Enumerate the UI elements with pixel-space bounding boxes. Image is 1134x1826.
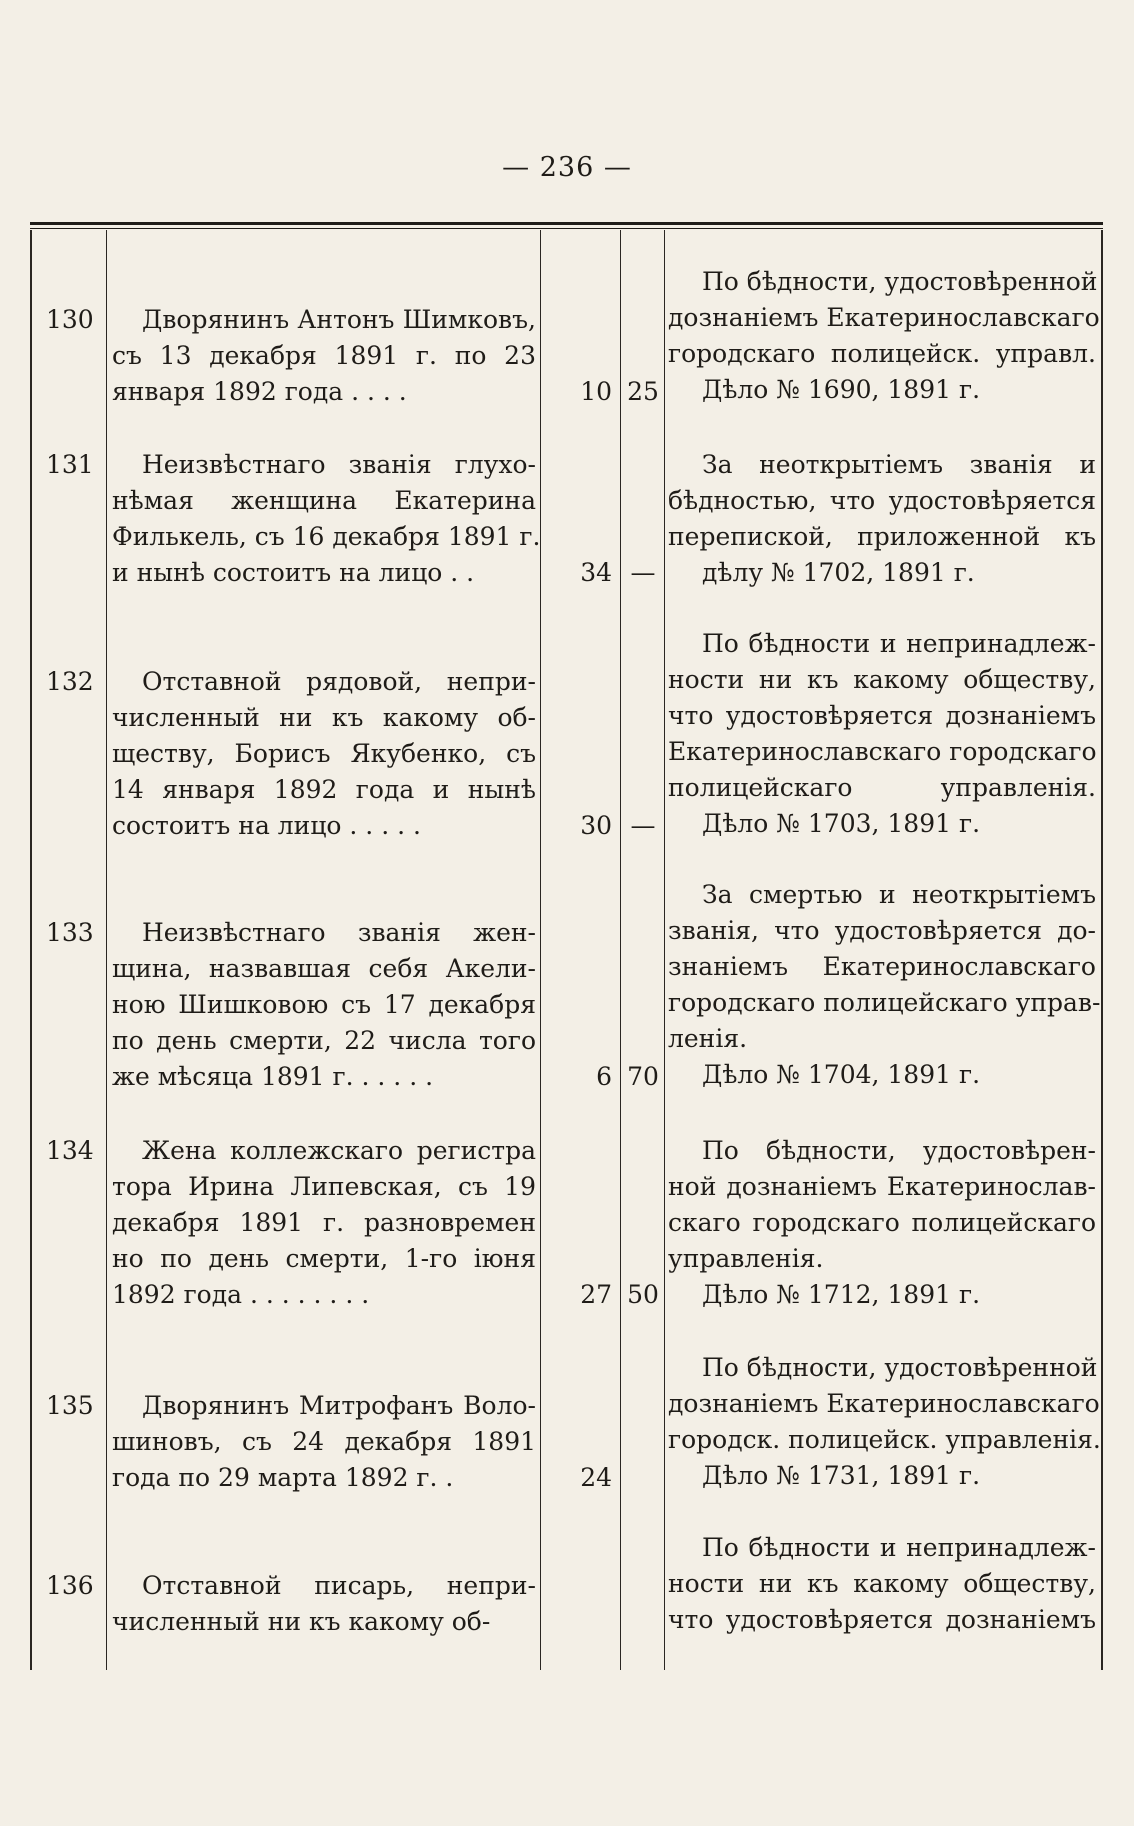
reason-line: городскаго полицейскаго управ- <box>668 988 1101 1017</box>
column-rule <box>664 230 665 1670</box>
description-line: щина, назвавшая себя Акели- <box>112 954 536 983</box>
description-line: и нынѣ состоитъ на лицо . . <box>112 558 475 587</box>
description-line: Неизвѣстнаго званія жен- <box>142 918 536 947</box>
reason-line: За смертью и неоткрытіемъ <box>702 880 1096 909</box>
description-line: состоитъ на лицо . . . . . <box>112 811 421 840</box>
column-rule <box>106 230 107 1670</box>
reason-line: знаніемъ Екатеринославскаго <box>668 952 1096 981</box>
amount-rubles: 30 <box>580 811 612 840</box>
reason-line: дознаніемъ Екатеринославскаго <box>668 303 1100 332</box>
description-line: нѣмая женщина Екатерина <box>112 486 536 515</box>
description-line: Жена коллежскаго регистра <box>142 1136 536 1165</box>
reason-line: Екатеринославскаго городскаго <box>668 737 1097 766</box>
reason-line: ности ни къ какому обществу, <box>668 1569 1096 1598</box>
entry-number: 130 <box>46 305 94 334</box>
reason-line: скаго городскаго полицейскаго <box>668 1208 1096 1237</box>
description-line: численный ни къ какому об- <box>112 703 536 732</box>
reason-line: перепиской, приложенной къ <box>668 522 1096 551</box>
amount-kopecks: 25 <box>627 377 659 406</box>
amount-kopecks: 50 <box>627 1280 659 1309</box>
reason-line: По бѣдности, удостовѣренной <box>702 1353 1098 1382</box>
reason-line: По бѣдности, удостовѣренной <box>702 267 1098 296</box>
description-line: Филькель, съ 16 декабря 1891 г. <box>112 522 541 551</box>
case-reference: Дѣло № 1690, 1891 г. <box>702 375 981 404</box>
description-line: Отставной писарь, непри- <box>142 1571 536 1600</box>
reason-line: дознаніемъ Екатеринославскаго <box>668 1389 1100 1418</box>
description-line: Неизвѣстнаго званія глухо- <box>142 450 536 479</box>
column-rule <box>540 230 541 1670</box>
description-line: численный ни къ какому об- <box>112 1607 491 1636</box>
entry-number: 135 <box>46 1391 94 1420</box>
reason-line: полицейскаго управленія. <box>668 773 1096 802</box>
reason-line: По бѣдности и непринадлеж- <box>702 1533 1096 1562</box>
description-line: ществу, Борисъ Якубенко, съ <box>112 739 536 768</box>
description-line: по день смерти, 22 числа того <box>112 1026 536 1055</box>
description-line: же мѣсяца 1891 г. . . . . . <box>112 1062 434 1091</box>
entry-number: 136 <box>46 1571 94 1600</box>
description-line: 1892 года . . . . . . . . <box>112 1280 370 1309</box>
reason-line: ной дознаніемъ Екатеринослав- <box>668 1172 1096 1201</box>
description-line: Дворянинъ Митрофанъ Воло- <box>142 1391 536 1420</box>
reason-line: званія, что удостовѣряется до- <box>668 916 1096 945</box>
reason-line: За неоткрытіемъ званія и <box>702 450 1096 479</box>
entry-number: 133 <box>46 918 94 947</box>
description-line: ною Шишковою съ 17 декабря <box>112 990 536 1019</box>
reason-line: городск. полицейск. управленія. <box>668 1425 1101 1454</box>
case-reference: Дѣло № 1704, 1891 г. <box>702 1060 981 1089</box>
description-line: съ 13 декабря 1891 г. по 23 <box>112 341 536 370</box>
description-line: тора Ирина Липевская, съ 19 <box>112 1172 536 1201</box>
description-line: шиновъ, съ 24 декабря 1891 <box>112 1427 536 1456</box>
amount-rubles: 34 <box>580 558 612 587</box>
case-reference: Дѣло № 1703, 1891 г. <box>702 809 981 838</box>
amount-rubles: 10 <box>580 377 612 406</box>
reason-line: городскаго полицейск. управл. <box>668 339 1096 368</box>
reason-line: ности ни къ какому обществу, <box>668 665 1096 694</box>
reason-line: что удостовѣряется дознаніемъ <box>668 1605 1096 1634</box>
entry-number: 132 <box>46 667 94 696</box>
reason-line: управленія. <box>668 1244 824 1273</box>
amount-kopecks: — <box>630 558 656 587</box>
case-reference: Дѣло № 1712, 1891 г. <box>702 1280 981 1309</box>
column-rule <box>30 230 32 1670</box>
amount-kopecks: — <box>630 811 656 840</box>
description-line: Отставной рядовой, непри- <box>142 667 536 696</box>
reason-line: бѣдностью, что удостовѣряется <box>668 486 1096 515</box>
amount-kopecks: 70 <box>627 1062 659 1091</box>
description-line: но по день смерти, 1-го іюня <box>112 1244 536 1273</box>
column-rule <box>1101 230 1103 1670</box>
reason-line: По бѣдности и непринадлеж- <box>702 629 1096 658</box>
description-line: января 1892 года . . . . <box>112 377 407 406</box>
entry-number: 131 <box>46 450 94 479</box>
case-reference: дѣлу № 1702, 1891 г. <box>702 558 975 587</box>
reason-line: что удостовѣряется дознаніемъ <box>668 701 1096 730</box>
column-rule <box>620 230 621 1670</box>
entry-number: 134 <box>46 1136 94 1165</box>
reason-line: ленія. <box>668 1024 748 1053</box>
page-number: — 236 — <box>502 152 632 183</box>
description-line: 14 января 1892 года и нынѣ <box>112 775 536 804</box>
amount-rubles: 27 <box>580 1280 612 1309</box>
top-rule <box>30 222 1103 225</box>
description-line: декабря 1891 г. разновремен <box>112 1208 536 1237</box>
description-line: года по 29 марта 1892 г. . <box>112 1463 454 1492</box>
top-rule-thin <box>30 228 1103 229</box>
description-line: Дворянинъ Антонъ Шимковъ, <box>142 305 536 334</box>
amount-rubles: 24 <box>580 1463 612 1492</box>
amount-rubles: 6 <box>596 1062 612 1091</box>
reason-line: По бѣдности, удостовѣрен- <box>702 1136 1096 1165</box>
case-reference: Дѣло № 1731, 1891 г. <box>702 1461 981 1490</box>
